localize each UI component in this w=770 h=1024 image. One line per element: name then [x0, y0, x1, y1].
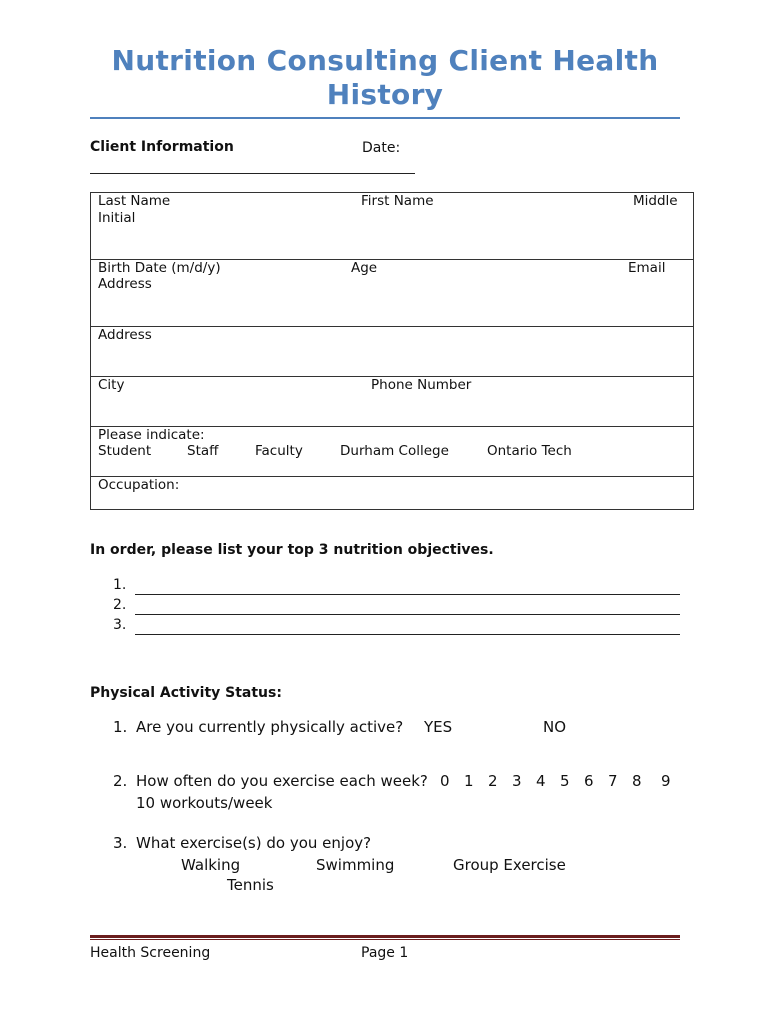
q3-text: What exercise(s) do you enjoy?	[136, 834, 372, 852]
option-staff[interactable]: Staff	[187, 443, 219, 459]
affiliation-row	[91, 427, 694, 477]
objective-number-2: 2.	[113, 597, 127, 613]
footer-divider-thin	[90, 939, 680, 940]
objective-line-1[interactable]	[135, 594, 680, 595]
email-label: Email	[628, 260, 666, 276]
q2-option-8[interactable]: 8	[632, 772, 642, 790]
objective-number-1: 1.	[113, 577, 127, 593]
first-name-label: First Name	[361, 193, 434, 209]
footer-left-text: Health Screening	[90, 945, 211, 961]
q3-option-tennis[interactable]: Tennis	[227, 876, 274, 894]
please-indicate-label: Please indicate:	[98, 427, 205, 443]
city-label: City	[98, 377, 125, 393]
city-row[interactable]	[91, 377, 694, 427]
name-row[interactable]	[91, 193, 694, 260]
address-wrap-label: Address	[98, 276, 152, 292]
q1-option-yes[interactable]: YES	[424, 718, 453, 736]
q2-option-4[interactable]: 4	[536, 772, 546, 790]
q1-text: Are you currently physically active?	[136, 718, 404, 736]
q2-option-7[interactable]: 7	[608, 772, 618, 790]
client-information-table	[90, 192, 694, 510]
q2-option-3[interactable]: 3	[512, 772, 522, 790]
q2-option-6[interactable]: 6	[584, 772, 594, 790]
q2-option-0[interactable]: 0	[440, 772, 450, 790]
q1-option-no[interactable]: NO	[543, 718, 567, 736]
footer-divider-thick	[90, 935, 680, 938]
q2-option-10-workouts[interactable]: 10 workouts/week	[136, 794, 273, 812]
age-label: Age	[351, 260, 378, 276]
option-faculty[interactable]: Faculty	[255, 443, 303, 459]
middle-label: Middle	[633, 193, 678, 209]
q3-number: 3.	[113, 834, 128, 852]
address-label: Address	[98, 327, 152, 343]
address-row[interactable]	[91, 327, 694, 377]
q1-number: 1.	[113, 718, 128, 736]
occupation-row[interactable]	[91, 477, 694, 510]
objective-number-3: 3.	[113, 617, 127, 633]
objective-line-2[interactable]	[135, 614, 680, 615]
birth-date-label: Birth Date (m/d/y)	[98, 260, 221, 276]
objectives-heading: In order, please list your top 3 nutrition objectives.	[90, 542, 494, 558]
birth-row[interactable]	[91, 260, 694, 327]
q3-option-group-exercise[interactable]: Group Exercise	[453, 856, 566, 874]
title-divider	[90, 117, 680, 119]
q2-option-1[interactable]: 1	[464, 772, 474, 790]
q3-option-walking[interactable]: Walking	[181, 856, 241, 874]
q2-option-5[interactable]: 5	[560, 772, 570, 790]
last-name-label: Last Name	[98, 193, 171, 209]
q2-option-2[interactable]: 2	[488, 772, 498, 790]
option-ontario-tech[interactable]: Ontario Tech	[487, 443, 572, 459]
phone-number-label: Phone Number	[371, 377, 472, 393]
date-underline[interactable]	[90, 173, 415, 174]
occupation-label: Occupation:	[98, 477, 180, 493]
footer-page-number: Page 1	[361, 945, 409, 961]
option-durham-college[interactable]: Durham College	[340, 443, 449, 459]
date-label: Date:	[362, 140, 401, 156]
physical-activity-heading: Physical Activity Status:	[90, 685, 282, 701]
option-student[interactable]: Student	[98, 443, 152, 459]
page-title: Nutrition Consulting Client Health History	[111, 44, 659, 111]
q2-number: 2.	[113, 772, 128, 790]
q2-option-9[interactable]: 9	[661, 772, 671, 790]
client-information-heading: Client Information	[90, 139, 234, 155]
q2-text: How often do you exercise each week?	[136, 772, 428, 790]
q3-option-swimming[interactable]: Swimming	[316, 856, 395, 874]
initial-label: Initial	[98, 210, 136, 226]
objective-line-3[interactable]	[135, 634, 680, 635]
